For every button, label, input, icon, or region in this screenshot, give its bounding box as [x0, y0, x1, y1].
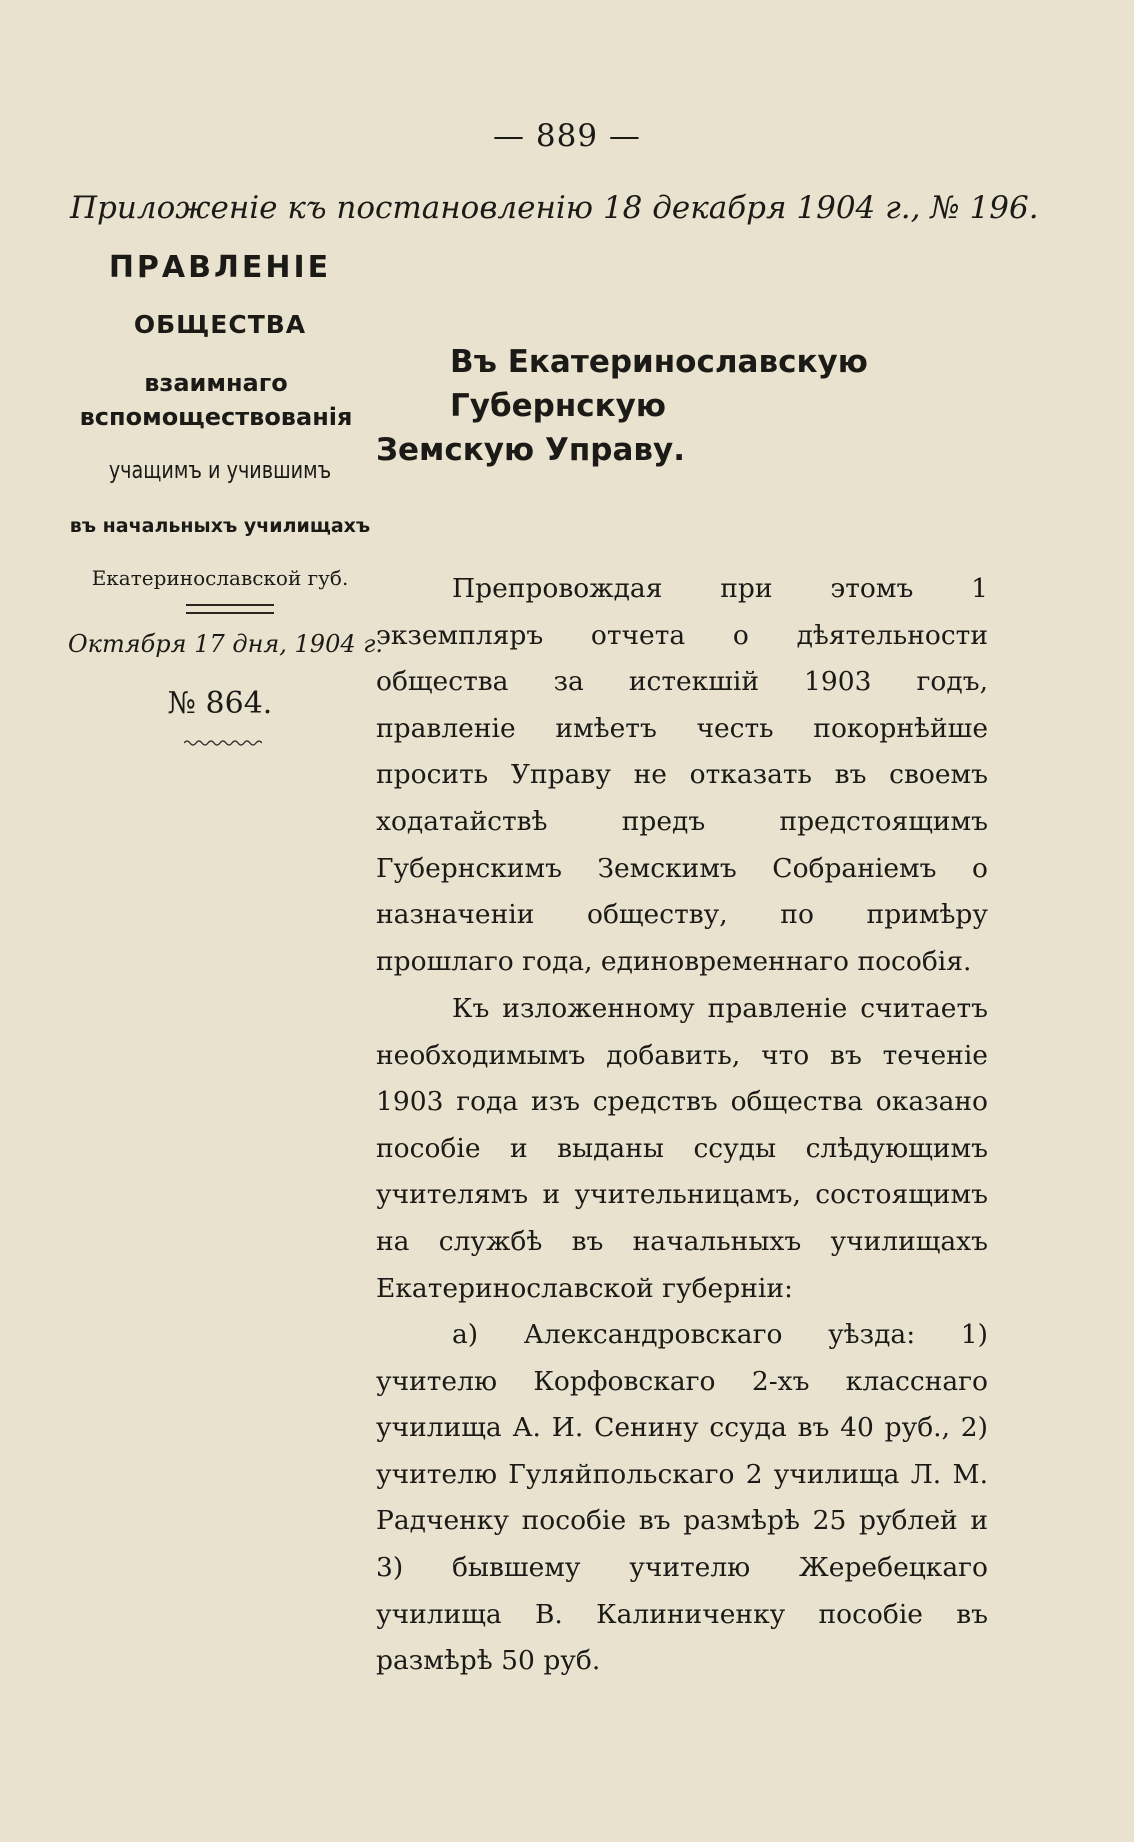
- appendix-caption: Приложеніе къ постановленію 18 декабря 1904 г., № 196.: [70, 190, 1039, 226]
- sender-board-heading: ПРАВЛЕНІЕ: [108, 250, 332, 285]
- sender-society: ОБЩЕСТВА: [133, 310, 307, 339]
- addressee-block: [376, 340, 996, 472]
- outgoing-number: № 864.: [167, 686, 273, 721]
- page-number: — 889 —: [493, 118, 641, 154]
- sender-province: Екатеринославской губ.: [91, 566, 349, 590]
- body-paragraph-2: [376, 986, 988, 1312]
- sender-students: учащимъ и учившимъ: [108, 456, 332, 484]
- sender-mutual-aid: взаимнаго вспомоществованія: [79, 369, 353, 431]
- paragraph-1-text: Препровождая при этомъ 1 экземпляръ отчета о дѣятельности общества за истекшій 1903 годъ, правленіе имѣетъ честь покорнѣйше просить Управу не отказать въ своемъ ходатайствѣ предъ предстоящимъ Губернскимъ Земскимъ Собраніемъ о назначеніи обществу, по примѣру прошлаго года, единовременнаго пособія.: [376, 573, 988, 977]
- sender-schools: въ начальныхъ училищахъ: [69, 515, 371, 537]
- paragraph-3-text: а) Александровскаго уѣзда: 1) учителю Корфовскаго 2-хъ класснаго училища А. И. Сенину ссуда въ 40 руб., 2) учителю Гуляйпольскаго 2 училища Л. М. Радченку пособіе въ размѣрѣ 25 рублей и 3) бывшему учителю Жеребецкаго училища В. Калиниченку пособіе въ размѣрѣ 50 руб.: [376, 1319, 988, 1677]
- letter-date: Октября 17 дня, 1904 г.: [68, 630, 383, 658]
- addressee-line-2: Земскую Управу.: [376, 432, 685, 468]
- addressee-line-1: Въ Екатеринославскую Губернскую: [450, 344, 868, 424]
- wavy-divider: [184, 738, 262, 748]
- body-paragraph-3: [376, 1312, 988, 1685]
- body-paragraph-1: [376, 566, 988, 985]
- paragraph-2-text: Къ изложенному правленіе считаетъ необходимымъ добавить, что въ теченіе 1903 года изъ средствъ общества оказано пособіе и выданы ссуды слѣдующимъ учителямъ и учительницамъ, состоящимъ на службѣ въ начальныхъ училищахъ Екатеринославской губерніи:: [376, 993, 988, 1304]
- double-rule-divider: [186, 604, 274, 614]
